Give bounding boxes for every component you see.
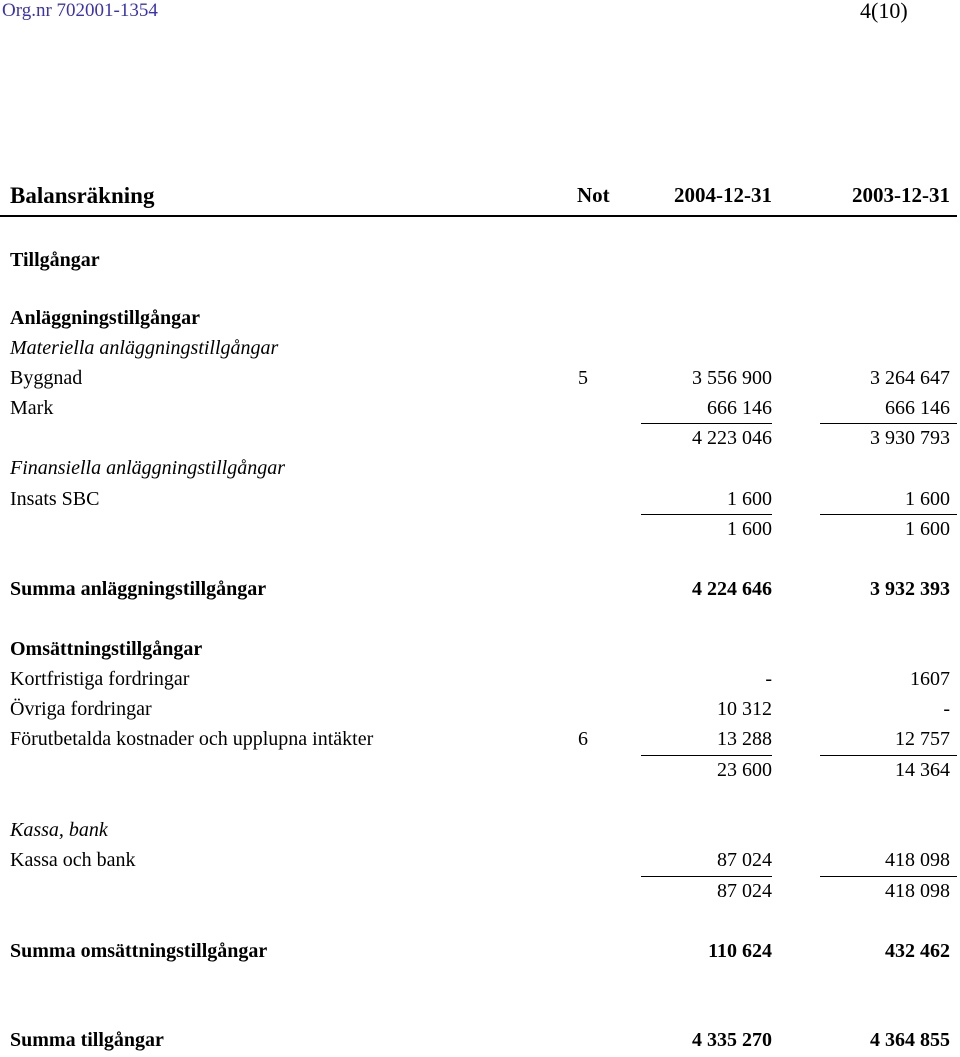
row-label: Finansiella anläggningstillgångar [10,457,286,479]
row-value-2004: 10 312 [717,698,772,720]
row-value-2003: 3 930 793 [870,427,950,449]
row-label: Insats SBC [10,488,100,510]
row-value-2004: 87 024 [717,880,772,902]
section-heading [0,307,960,333]
table-row [0,698,960,724]
row-label: Anläggningstillgångar [10,307,201,329]
page-number: 4(10) [860,0,908,23]
row-value-2004: 3 556 900 [692,367,772,389]
table-row [0,397,960,423]
row-value-2004: 1 600 [727,488,772,510]
row-note: 6 [578,728,588,750]
row-label: Kortfristiga fordringar [10,668,190,690]
row-value-2003: 1 600 [905,488,950,510]
section-heading [0,638,960,664]
row-value-2004: 666 146 [707,397,772,419]
row-value-2003: 3 264 647 [870,367,950,389]
row-note: 5 [578,367,588,389]
row-value-2003: 14 364 [895,759,950,781]
row-value-2004: 4 224 646 [692,578,772,600]
row-value-2004: 13 288 [717,728,772,750]
row-value-2004: 4 335 270 [692,1029,772,1051]
row-value-2004: 110 624 [708,940,772,962]
row-value-2004: 1 600 [727,518,772,540]
header-rule [0,215,957,217]
row-value-2003: 1607 [910,668,950,690]
subtotal-rule [641,514,772,515]
row-value-2004: 23 600 [717,759,772,781]
table-row [0,488,960,514]
subtotal-row [0,518,960,544]
row-label: Summa omsättningstillgångar [10,940,268,962]
row-value-2003: - [943,698,950,720]
row-value-2003: 418 098 [885,880,950,902]
table-row [0,849,960,875]
table-row [0,668,960,694]
subtotal-rule [820,423,957,424]
subtotal-rule [820,876,957,877]
row-label: Mark [10,397,54,419]
section-heading [0,249,960,275]
row-label: Övriga fordringar [10,698,152,720]
org-number: Org.nr 702001-1354 [2,0,158,21]
subtotal-row [0,427,960,453]
row-value-2004: - [765,668,772,690]
subsection-heading [0,819,960,845]
row-value-2003: 666 146 [885,397,950,419]
subtotal-rule [820,755,957,756]
row-value-2004: 87 024 [717,849,772,871]
row-value-2003: 12 757 [895,728,950,750]
row-label: Kassa och bank [10,849,136,871]
subtotal-row [0,880,960,906]
column-header-year1: 2004-12-31 [674,183,772,207]
row-value-2003: 3 932 393 [870,578,950,600]
total-row [0,578,960,604]
subtotal-rule [641,755,772,756]
document-title: Balansräkning [10,183,155,208]
row-value-2003: 4 364 855 [870,1029,950,1051]
total-row [0,940,960,966]
row-label: Kassa, bank [10,819,108,841]
subsection-heading [0,337,960,363]
row-value-2004: 4 223 046 [692,427,772,449]
table-row [0,367,960,393]
row-label: Summa anläggningstillgångar [10,578,267,600]
column-header-note: Not [577,183,610,207]
row-label: Omsättningstillgångar [10,638,203,660]
row-value-2003: 418 098 [885,849,950,871]
subsection-heading [0,457,960,483]
subtotal-rule [820,514,957,515]
row-label: Summa tillgångar [10,1029,164,1051]
column-header-year2: 2003-12-31 [852,183,950,207]
row-value-2003: 432 462 [885,940,950,962]
subtotal-rule [641,876,772,877]
table-row [0,728,960,754]
subtotal-row [0,759,960,785]
row-label: Förutbetalda kostnader och upplupna intäkter [10,728,374,750]
grand-total-row [0,1029,960,1055]
row-label: Tillgångar [10,249,100,271]
row-label: Byggnad [10,367,83,389]
row-label: Materiella anläggningstillgångar [10,337,279,359]
row-value-2003: 1 600 [905,518,950,540]
subtotal-rule [641,423,772,424]
